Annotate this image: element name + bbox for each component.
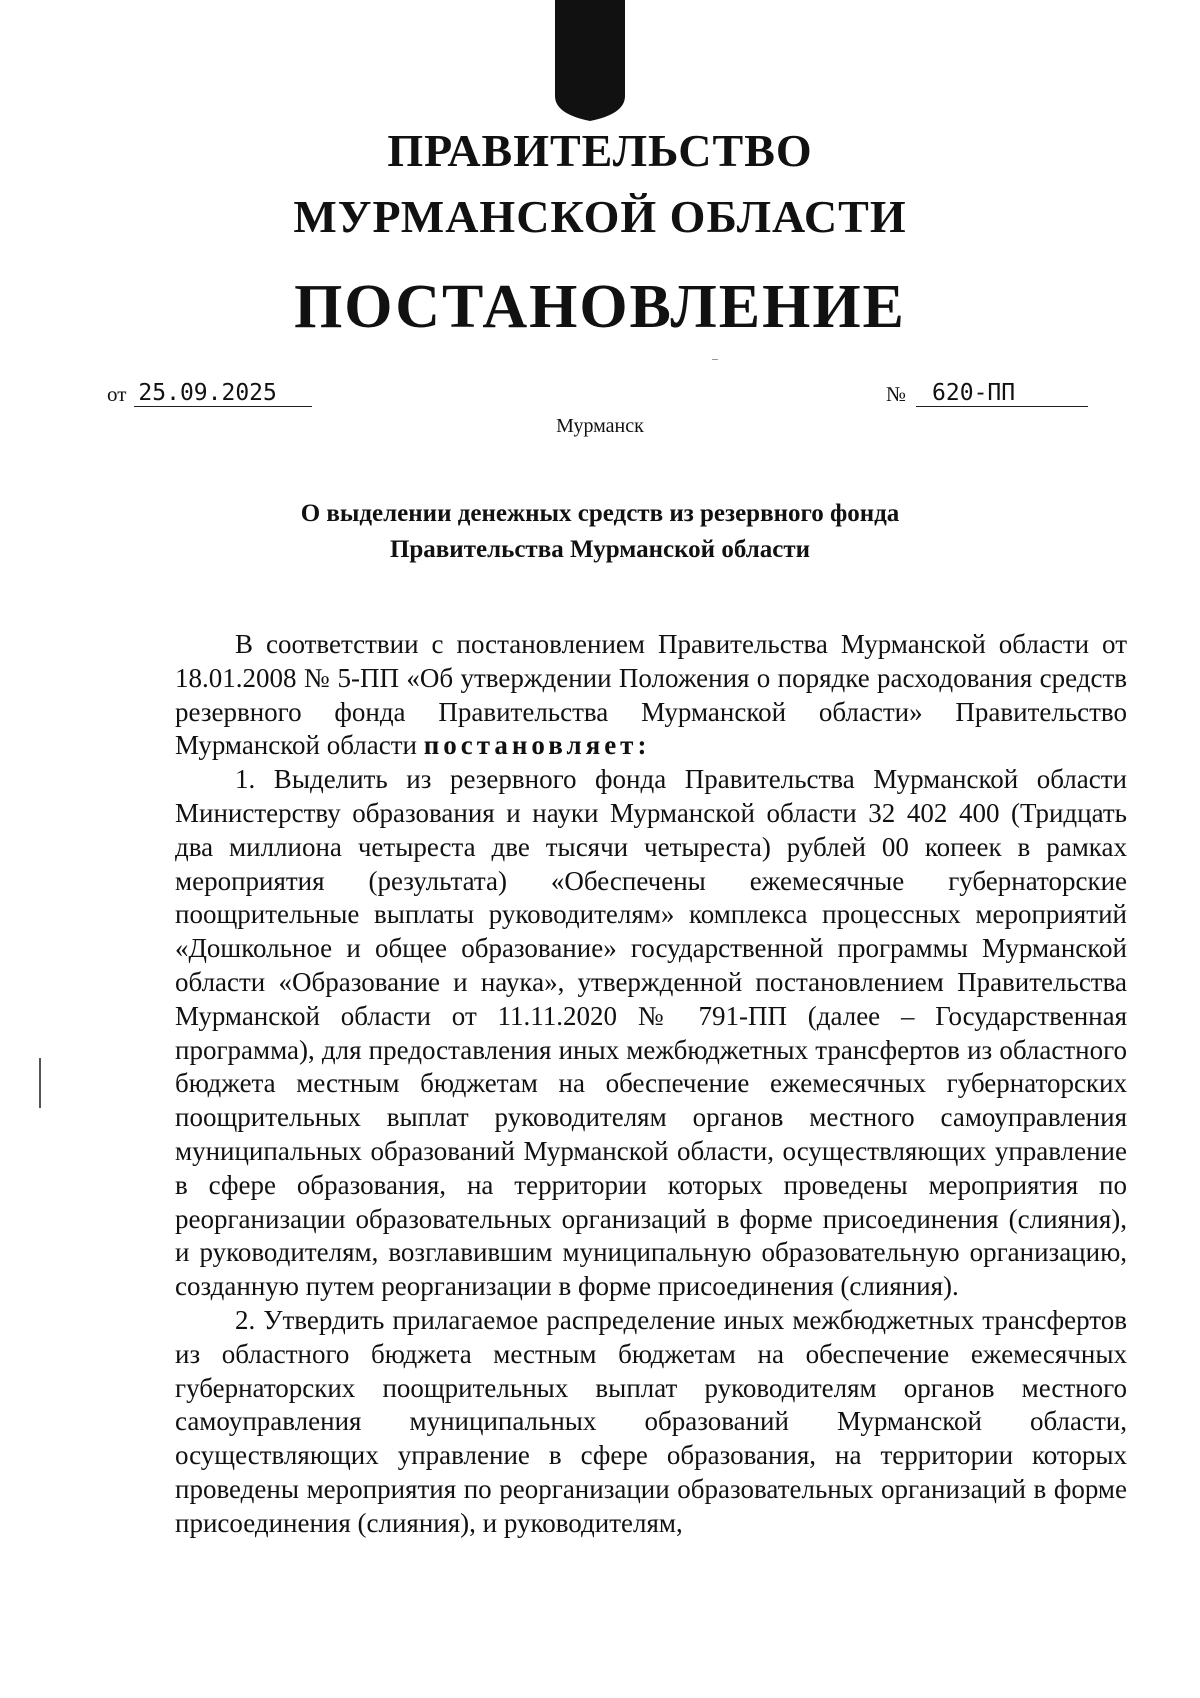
document-type-title: ПОСТАНОВЛЕНИЕ — [294, 273, 906, 341]
document-date — [107, 380, 312, 407]
intro-paragraph — [175, 628, 1127, 763]
date-prefix: от — [107, 382, 127, 406]
document-body — [175, 628, 1127, 1541]
date-value: 25.09.2025 — [134, 380, 312, 407]
subject-line1: О выделении денежных средств из резервного фонда — [300, 500, 900, 527]
item-2-paragraph: 2. Утвердить прилагаемое распределение иных межбюджетных трансфертов из областного бюджета местным бюджетам на обеспечение ежемесячных губернаторских поощрительных выплат руководителям органов местного самоуправления муниципальных образований Мурманской области, осуществляющих управление в сфере образования, на территории которых проведены мероприятия по реорганизации образовательных организаций в форме присоединения (слияния), и руководителям, — [175, 1304, 1127, 1538]
org-name-line2: МУРМАНСКОЙ ОБЛАСТИ — [293, 191, 907, 242]
coat-of-arms-icon — [553, 0, 627, 122]
intro-text: В соответствии с постановлением Правительства Мурманской области от 18.01.2008 № 5-ПП «Об утверждении Положения о порядке расходования средств резервного фонда Правительства Мурманской области» Правительство Мурманской области — [175, 629, 1127, 761]
org-name-line1: ПРАВИТЕЛЬСТВО — [387, 125, 813, 176]
city-name: Мурманск — [556, 415, 644, 437]
number-prefix: № — [886, 382, 907, 406]
document-subject — [0, 496, 1200, 568]
scan-speck — [712, 359, 718, 360]
document-number — [886, 380, 1088, 407]
margin-mark — [39, 1058, 41, 1108]
intro-verb: постановляет: — [423, 730, 651, 761]
item-1-paragraph: 1. Выделить из резервного фонда Правительства Мурманской области Министерству образования и науки Мурманской области 32 402 400 (Тридцать два миллиона четыреста две тысячи четыреста) рублей 00 копеек в рамках мероприятия (результата) «Обеспечены ежемесячные губернаторские поощрительные выплаты руководителям» комплекса процессных мероприятий «Дошкольное и общее образование» государственной программы Мурманской области «Образование и наука», утвержденной постановлением Правительства Мурманской области от 11.11.2020 № 791-ПП (далее – Государственная программа), для предоставления иных межбюджетных трансфертов из областного бюджета местным бюджетам на обеспечение ежемесячных губернаторских поощрительных выплат руководителям органов местного самоуправления муниципальных образований Мурманской области, осуществляющих управление в сфере образования, на территории которых проведены мероприятия по реорганизации образовательных организаций в форме присоединения (слияния), и руководителям, возглавившим муниципальную образовательную организацию, созданную путем реорганизации в форме присоединения (слияния). — [175, 764, 1127, 1302]
subject-line2: Правительства Мурманской области — [389, 536, 811, 563]
number-value: 620-ПП — [916, 380, 1088, 407]
